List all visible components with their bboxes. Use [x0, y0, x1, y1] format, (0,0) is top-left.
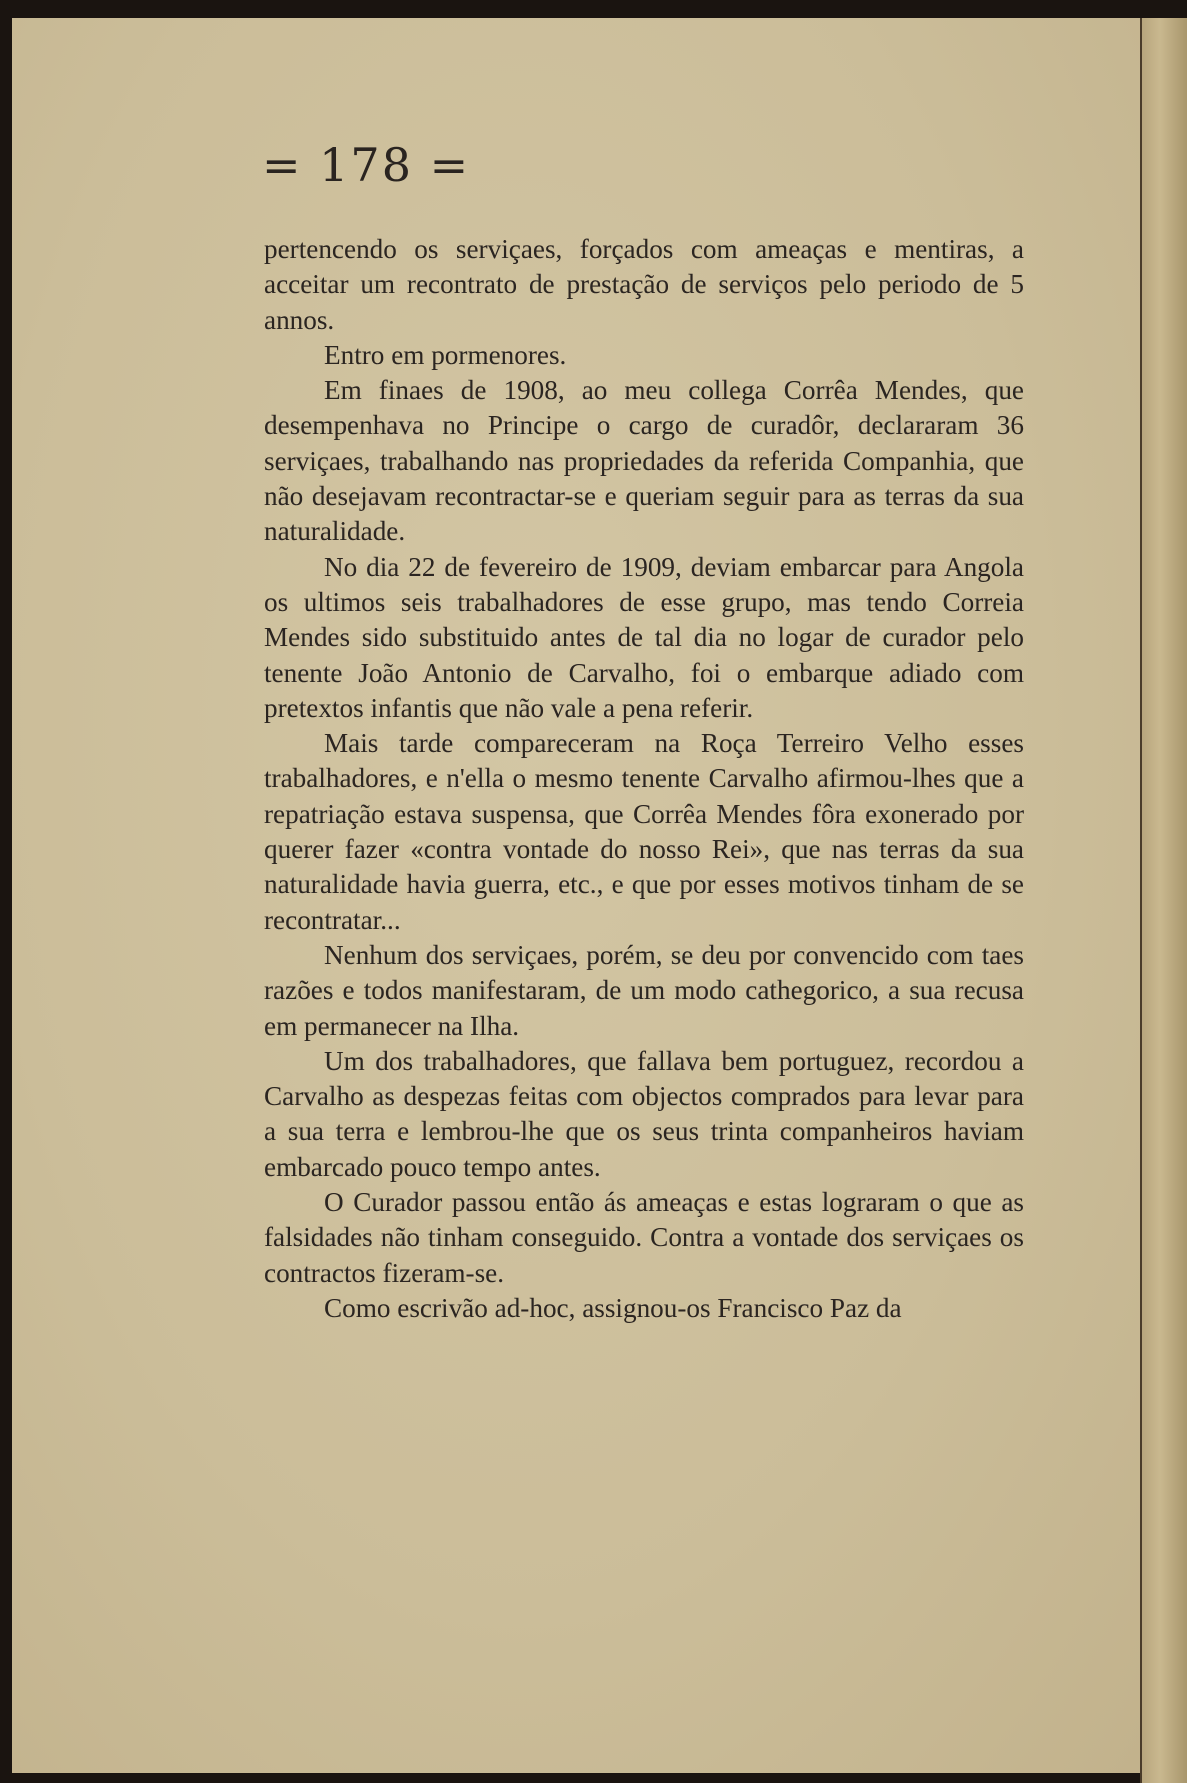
page-number: = 178 = — [262, 138, 471, 192]
paragraph-9: Como escrivão ad-hoc, assignou-os Francisco Paz da — [324, 1292, 902, 1323]
body-text — [264, 232, 1024, 1326]
paragraph-2: Entro em pormenores. — [324, 339, 567, 370]
adjacent-page-edge — [1142, 18, 1187, 1783]
paragraph-1: pertencendo os serviçaes, forçados com ameaças e mentiras, a acceitar um recontrato de prestação de serviços pelo periodo de 5 annos. — [264, 234, 1024, 335]
paragraph-4: No dia 22 de fevereiro de 1909, deviam embarcar para Angola os ultimos seis trabalhadores de esse grupo, mas tendo Correia Mendes sido substituido antes de tal dia no logar de curador pelo tenente João Antonio de Carvalho, foi o embarque adiado com pretextos infantis que não vale a pena referir. — [264, 551, 1024, 723]
paragraph-6: Nenhum dos serviçaes, porém, se deu por convencido com taes razões e todos manifestaram, de um modo cathegorico, a sua recusa em permanecer na Ilha. — [264, 939, 1024, 1041]
paragraph-8: O Curador passou então ás ameaças e estas lograram o que as falsidades não tinham conseguido. Contra a vontade dos serviçaes os contractos fizeram-se. — [264, 1187, 1024, 1288]
paragraph-3: Em finaes de 1908, ao meu collega Corrêa Mendes, que desempenhava no Principe o cargo de curadôr, declararam 36 serviçaes, trabalhando nas propriedades da referida Companhia, que não desejavam recontractar-se e queriam seguir para as terras da sua naturalidade. — [264, 375, 1024, 547]
paragraph-5: Mais tarde compareceram na Roça Terreiro Velho esses trabalhadores, e n'ella o mesmo tenente Carvalho afirmou-lhes que a repatriação estava suspensa, que Corrêa Mendes fôra exonerado por querer fazer «contra vontade do nosso Rei», que nas terras da sua naturalidade havia guerra, etc., e que por esses motivos tinham de se recontratar... — [264, 728, 1024, 935]
paragraph-7: Um dos trabalhadores, que fallava bem portuguez, recordou a Carvalho as despezas feitas com objectos comprados para levar para a sua terra e lembrou-lhe que os seus trinta companheiros haviam embarcado pouco tempo antes. — [264, 1045, 1024, 1182]
